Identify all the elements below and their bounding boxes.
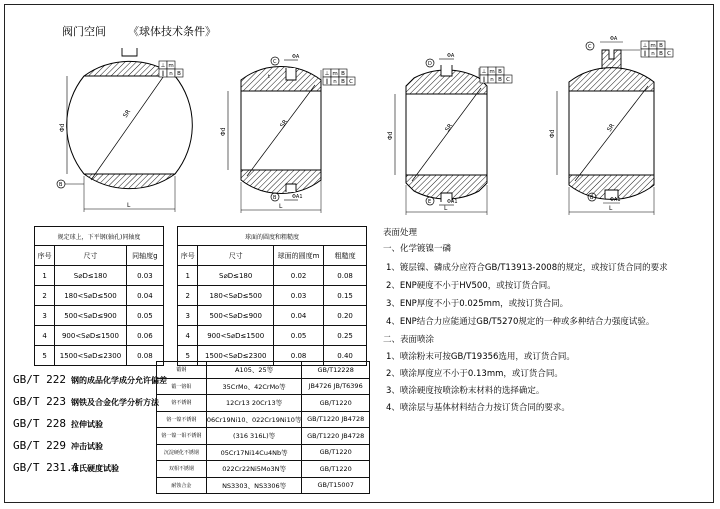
gdt-symbol: ∥ bbox=[482, 77, 486, 83]
sr-leader-2 bbox=[247, 85, 315, 176]
coaxiality-table-body bbox=[35, 266, 164, 366]
sr-label-1: SR bbox=[121, 108, 133, 120]
standard-item bbox=[13, 456, 119, 475]
gdt-symbol: ⊥ bbox=[324, 71, 330, 77]
coaxiality-header-size: 尺寸 bbox=[55, 246, 127, 266]
roundness-cell: 2 bbox=[178, 286, 198, 306]
gdt-symbol: B bbox=[341, 79, 345, 85]
gdt-symbol: ⊥ bbox=[481, 69, 487, 75]
coaxiality-cell: 0.08 bbox=[126, 346, 163, 366]
material-category: 沉淀硬化不锈钢 bbox=[157, 444, 207, 461]
roundness-header-roundness: 球面的圆度m bbox=[273, 246, 323, 266]
roundness-header-roughness: 粗糙度 bbox=[324, 246, 367, 266]
dim-a1-label-4: ΦA1 bbox=[610, 197, 621, 203]
roundness-cell: 0.02 bbox=[273, 266, 323, 286]
material-row bbox=[157, 461, 370, 478]
roundness-cell: 900<S⌀D≤1500 bbox=[198, 326, 274, 346]
standard-code: GB/T 231.1 bbox=[13, 461, 80, 474]
roundness-header-size: 尺寸 bbox=[198, 246, 274, 266]
material-grades: 022Cr22Ni5Mo3N等 bbox=[206, 461, 302, 478]
datum-b-label-4: B bbox=[590, 195, 594, 201]
surface-section-1: 一、化学镀镍一磷 bbox=[383, 244, 452, 254]
coaxiality-cell: 900<S⌀D≤1500 bbox=[55, 326, 127, 346]
standard-description: 钢铁及合金化学分析方法 bbox=[71, 398, 159, 407]
gdt-symbol: B bbox=[177, 71, 181, 77]
datum-c-label-2: C bbox=[273, 59, 277, 65]
gdt-symbol: m bbox=[332, 71, 338, 77]
gdt-symbol: ∥ bbox=[643, 51, 647, 57]
material-row bbox=[157, 395, 370, 412]
roundness-cell: 180<S⌀D≤500 bbox=[198, 286, 274, 306]
material-standard: GB/T15007 bbox=[302, 477, 370, 494]
integral-stem-4 bbox=[602, 50, 621, 69]
material-category: 铬一镍一钼不锈钢 bbox=[157, 428, 207, 445]
dim-a-label-4: ΦA bbox=[610, 36, 618, 42]
coaxiality-row bbox=[35, 306, 164, 326]
materials-table bbox=[156, 361, 370, 494]
dim-a1-label-3: ΦA1 bbox=[447, 199, 458, 205]
material-grades: 05Cr17Ni14Cu4Nb等 bbox=[206, 444, 302, 461]
material-grades: NS3303、NS3306等 bbox=[206, 477, 302, 494]
ball-1-bottom-cap bbox=[84, 174, 175, 189]
roundness-cell: 1500<S⌀D≤2300 bbox=[198, 346, 274, 366]
sr-leader-4 bbox=[575, 86, 648, 181]
roundness-cell: 4 bbox=[178, 326, 198, 346]
standard-item bbox=[13, 434, 103, 453]
dim-l-label-2: L bbox=[279, 203, 283, 210]
material-standard: GB/T12228 bbox=[302, 362, 370, 379]
standard-item bbox=[13, 368, 167, 387]
gdt-symbol: B bbox=[659, 43, 663, 49]
coaxiality-cell: 0.03 bbox=[126, 266, 163, 286]
coaxiality-cell: 5 bbox=[35, 346, 55, 366]
roundness-cell: 5 bbox=[178, 346, 198, 366]
roundness-cell: 3 bbox=[178, 306, 198, 326]
ball-2-top-cap bbox=[241, 66, 321, 91]
material-category: 双相不锈钢 bbox=[157, 461, 207, 478]
dim-d-label-4: Φd bbox=[549, 129, 556, 138]
surface-section-2: 二、表面喷涂 bbox=[383, 335, 435, 345]
roundness-cell: 0.15 bbox=[324, 286, 367, 306]
surface-title: 表面处理 bbox=[383, 228, 418, 238]
ball-drawings bbox=[0, 0, 720, 225]
coaxiality-header-value: 同轴度g bbox=[126, 246, 163, 266]
material-standard: GB/T1220 bbox=[302, 461, 370, 478]
surface-item: 2、ENP硬度不小于HV500，或按订货合同。 bbox=[386, 281, 556, 291]
coaxiality-cell: 0.05 bbox=[126, 306, 163, 326]
gdt-symbol: C bbox=[349, 79, 353, 85]
roundness-cell: 0.08 bbox=[324, 266, 367, 286]
material-row bbox=[157, 444, 370, 461]
datum-b-label-1: B bbox=[59, 182, 63, 188]
trunnion-slot-2 bbox=[286, 184, 296, 192]
roundness-row bbox=[178, 326, 367, 346]
material-row bbox=[157, 362, 370, 379]
company-label: 阀门空间 bbox=[62, 25, 106, 38]
standard-code: GB/T 223 bbox=[13, 395, 66, 408]
dim-a1-label-2: ΦA1 bbox=[292, 194, 303, 200]
gdt-symbol: m bbox=[650, 43, 656, 49]
sr-label-4: SR bbox=[605, 122, 617, 134]
roundness-table-body bbox=[178, 266, 367, 366]
document-title: 《球体技术条件》 bbox=[128, 25, 216, 38]
sr-label-2: SR bbox=[278, 118, 290, 130]
roundness-cell: 0.05 bbox=[273, 326, 323, 346]
gdt-symbol: m bbox=[168, 63, 174, 69]
material-grades: 12Cr13 20Cr13等 bbox=[206, 395, 302, 412]
standard-code: GB/T 222 bbox=[13, 373, 66, 386]
surface-item: 4、ENP结合力应能通过GB/T5270规定的一种或多种结合力强度试验。 bbox=[386, 317, 655, 327]
sr-label-3: SR bbox=[443, 122, 455, 134]
coaxiality-cell: 2 bbox=[35, 286, 55, 306]
coaxiality-cell: 1500<S⌀D≤2300 bbox=[55, 346, 127, 366]
gdt-symbol: n bbox=[490, 77, 494, 83]
standard-item bbox=[13, 412, 103, 431]
ball-2-bottom-cap bbox=[241, 170, 321, 194]
material-standard: GB/T1220 JB4728 bbox=[302, 411, 370, 428]
standard-description: 冲击试验 bbox=[71, 442, 103, 451]
material-row bbox=[157, 378, 370, 395]
surface-item: 4、喷涂层与基体材料结合力按订货合同的要求。 bbox=[386, 403, 570, 413]
material-category: 锻钢 bbox=[157, 362, 207, 379]
standard-item bbox=[13, 390, 159, 409]
roundness-table-title: 球面的圆度和粗糙度 bbox=[178, 227, 367, 246]
gdt-symbol: ∥ bbox=[161, 71, 165, 77]
roundness-header-no: 序号 bbox=[178, 246, 198, 266]
coaxiality-header-no: 序号 bbox=[35, 246, 55, 266]
roundness-cell: 0.20 bbox=[324, 306, 367, 326]
stem-slot-3 bbox=[441, 65, 452, 76]
drawing-2-trunnion-ball bbox=[220, 54, 321, 213]
dim-l-label-1: L bbox=[127, 202, 131, 209]
standard-description: 拉伸试验 bbox=[71, 420, 103, 429]
datum-c-label-4: C bbox=[588, 44, 592, 50]
material-grades: (316 316L)等 bbox=[206, 428, 302, 445]
coaxiality-cell: S⌀D≤180 bbox=[55, 266, 127, 286]
roundness-cell: 0.25 bbox=[324, 326, 367, 346]
drawing-3-trunnion-ball bbox=[387, 53, 487, 215]
gdt-symbol: B bbox=[498, 69, 502, 75]
coaxiality-row bbox=[35, 286, 164, 306]
coaxiality-cell: 0.04 bbox=[126, 286, 163, 306]
roundness-cell: S⌀D≤180 bbox=[198, 266, 274, 286]
roundness-row bbox=[178, 306, 367, 326]
roundness-row bbox=[178, 286, 367, 306]
roundness-table bbox=[177, 226, 367, 366]
drawing-4-integral-stem-ball bbox=[549, 36, 654, 215]
datum-b-label-2: B bbox=[273, 195, 277, 201]
material-standard: GB/T1220 bbox=[302, 395, 370, 412]
material-grades: 35CrMo、42CrMo等 bbox=[206, 378, 302, 395]
standard-code: GB/T 228 bbox=[13, 417, 66, 430]
stem-slot-1 bbox=[122, 48, 137, 56]
material-grades: A105、25等 bbox=[206, 362, 302, 379]
dim-a-label-2: ΦA bbox=[292, 54, 300, 60]
roundness-cell: 500<S⌀D≤900 bbox=[198, 306, 274, 326]
gdt-symbol: n bbox=[651, 51, 655, 57]
coaxiality-row bbox=[35, 326, 164, 346]
material-category: 耐蚀合金 bbox=[157, 477, 207, 494]
gdt-symbol: C bbox=[667, 51, 671, 57]
surface-item: 1、喷涂粉末可按GB/T19356选用，或订货合同。 bbox=[386, 352, 575, 362]
dim-d-label-2: Φd bbox=[220, 127, 227, 136]
roundness-cell: 0.08 bbox=[273, 346, 323, 366]
material-row bbox=[157, 428, 370, 445]
coaxiality-table-title: 规定球上，下平钢(轴孔)同轴度 bbox=[35, 227, 164, 246]
gdt-symbol: B bbox=[659, 51, 663, 57]
material-category: 锻一铬钼 bbox=[157, 378, 207, 395]
sr-leader-1 bbox=[91, 70, 168, 180]
dim-d-label-3: Φd bbox=[387, 131, 394, 140]
standard-description: 布氏硬度试验 bbox=[71, 464, 119, 473]
roundness-row bbox=[178, 266, 367, 286]
dim-l-label-4: L bbox=[609, 205, 613, 212]
surface-item: 2、喷涂厚度应不小于0.13mm，或订货合同。 bbox=[386, 369, 563, 379]
coaxiality-cell: 4 bbox=[35, 326, 55, 346]
standard-description: 钢的成品化学成分允许偏差 bbox=[71, 376, 167, 385]
dim-t-label-2: t bbox=[268, 74, 270, 80]
roundness-cell: 0.03 bbox=[273, 286, 323, 306]
datum-d-label-3: D bbox=[428, 61, 432, 67]
material-standard: JB4726 JB/T6396 bbox=[302, 378, 370, 395]
sr-leader-3 bbox=[412, 88, 481, 181]
coaxiality-row bbox=[35, 346, 164, 366]
material-category: 铬一镍不锈钢 bbox=[157, 411, 207, 428]
gdt-symbol: n bbox=[169, 71, 173, 77]
roundness-cell: 1 bbox=[178, 266, 198, 286]
dim-d-label-1: Φd bbox=[59, 123, 66, 132]
material-row bbox=[157, 477, 370, 494]
coaxiality-table bbox=[34, 226, 164, 366]
roundness-cell: 0.04 bbox=[273, 306, 323, 326]
material-standard: GB/T1220 bbox=[302, 444, 370, 461]
datum-e-label-3: E bbox=[428, 199, 432, 205]
surface-item: 3、喷涂硬度按喷涂粉末材料的选择确定。 bbox=[386, 386, 545, 396]
roundness-cell: 0.40 bbox=[324, 346, 367, 366]
gdt-symbol: C bbox=[506, 77, 510, 83]
dim-l-label-3: L bbox=[444, 205, 448, 212]
ball-4-top-cap bbox=[569, 68, 654, 91]
stem-slot-2 bbox=[286, 68, 296, 80]
material-grades: 06Cr19Ni10、022Cr19Ni10等 bbox=[206, 411, 302, 428]
gdt-symbol: ∥ bbox=[325, 79, 329, 85]
material-standard: GB/T1220 JB4728 bbox=[302, 428, 370, 445]
material-row bbox=[157, 411, 370, 428]
gdt-symbol: B bbox=[498, 77, 502, 83]
gdt-symbol: ⊥ bbox=[160, 63, 166, 69]
coaxiality-cell: 0.06 bbox=[126, 326, 163, 346]
coaxiality-cell: 180<S⌀D≤500 bbox=[55, 286, 127, 306]
coaxiality-cell: 500<S⌀D≤900 bbox=[55, 306, 127, 326]
gdt-symbol: ⊥ bbox=[642, 43, 648, 49]
gdt-symbol: m bbox=[489, 69, 495, 75]
coaxiality-cell: 1 bbox=[35, 266, 55, 286]
gdt-symbol: B bbox=[341, 71, 345, 77]
gdt-symbol: n bbox=[333, 79, 337, 85]
surface-item: 1、镀层镍、磷成分应符合GB/T13913-2008的规定，或按订货合同的要求 bbox=[386, 263, 668, 273]
coaxiality-cell: 3 bbox=[35, 306, 55, 326]
materials-table-body bbox=[157, 362, 370, 494]
surface-item: 3、ENP厚度不小于0.025mm，或按订货合同。 bbox=[386, 299, 569, 309]
coaxiality-row bbox=[35, 266, 164, 286]
dim-a-label-3: ΦA bbox=[447, 53, 455, 59]
standard-code: GB/T 229 bbox=[13, 439, 66, 452]
material-category: 铬不锈钢 bbox=[157, 395, 207, 412]
